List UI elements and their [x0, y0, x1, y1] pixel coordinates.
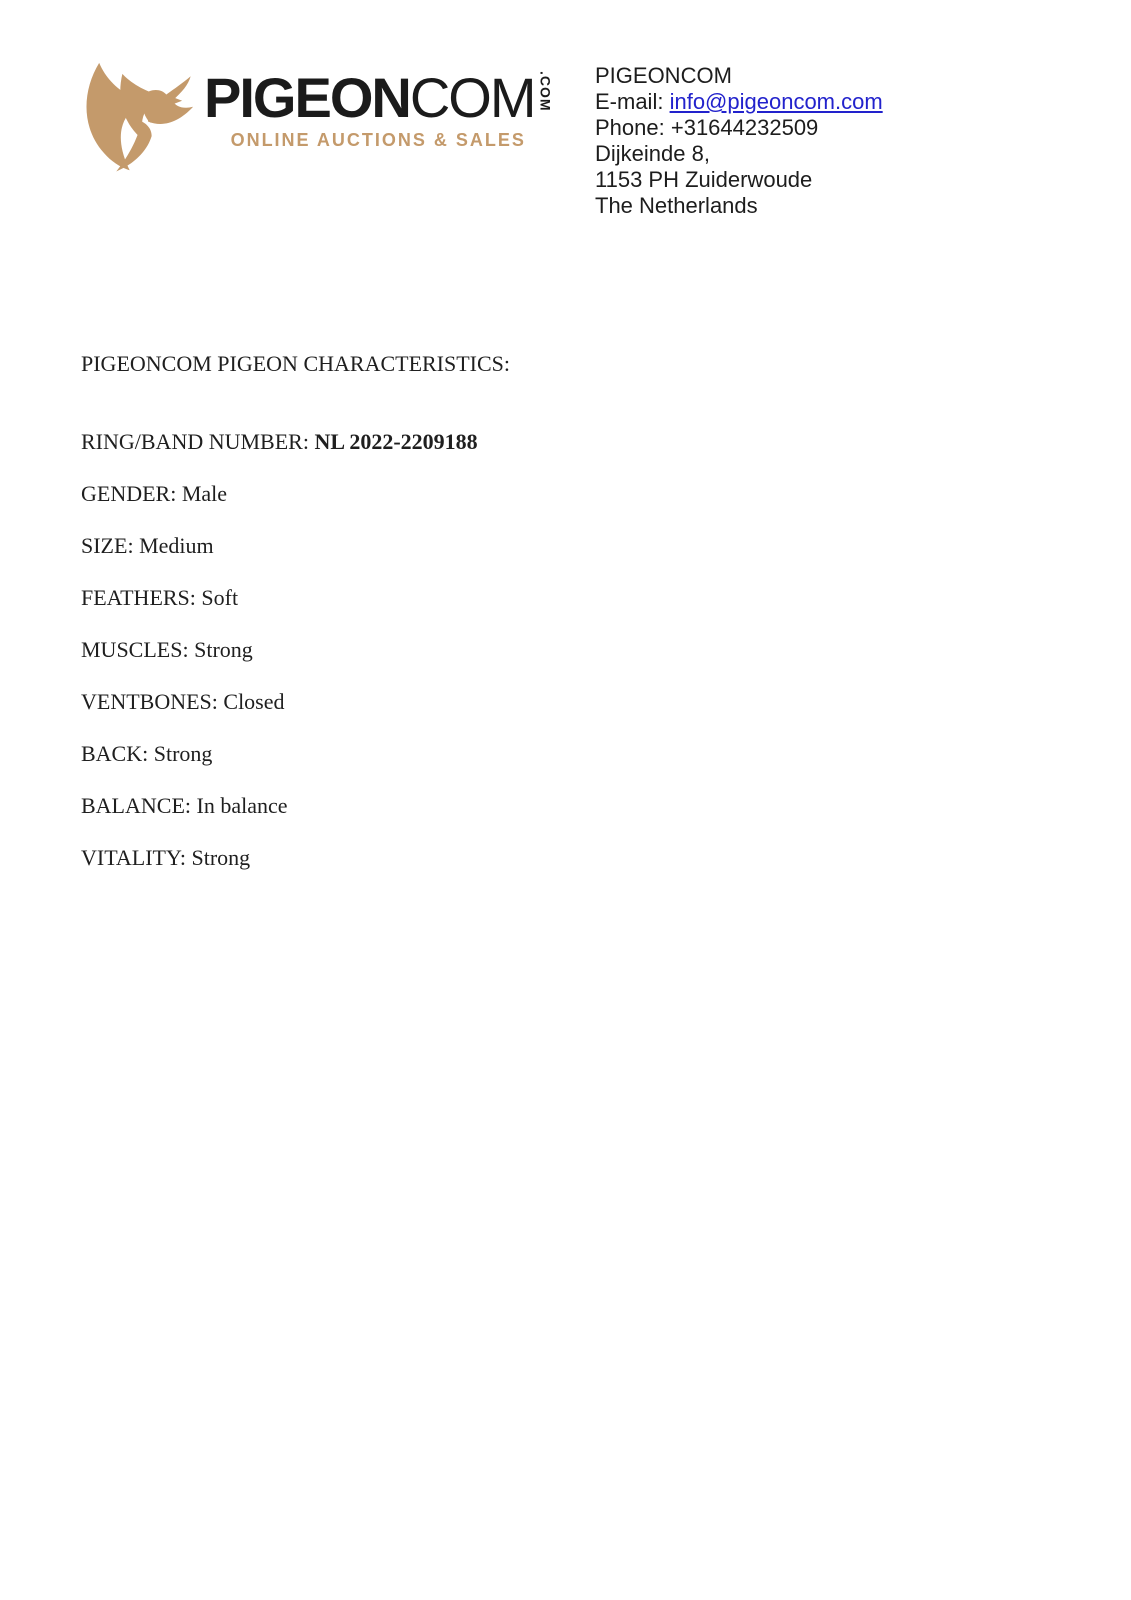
characteristic-value: Strong	[191, 845, 251, 870]
characteristic-row	[81, 430, 510, 454]
characteristic-label: BACK:	[81, 741, 149, 766]
characteristic-row	[81, 794, 510, 818]
address-line-3: The Netherlands	[595, 193, 758, 218]
characteristic-value: Strong	[153, 741, 213, 766]
logo-wordmark-bold: PIGEON	[204, 66, 410, 129]
email-line	[595, 89, 883, 115]
logo-wordmark	[204, 66, 554, 129]
characteristic-label: RING/BAND NUMBER:	[81, 429, 309, 454]
characteristic-value: Closed	[223, 689, 285, 714]
characteristic-row	[81, 742, 510, 766]
address-line-2: 1153 PH Zuiderwoude	[595, 167, 813, 192]
characteristics-section	[81, 352, 510, 898]
logo-wordmark-tld: .COM	[537, 71, 554, 112]
phone-label: Phone:	[595, 115, 665, 140]
logo-text	[204, 66, 554, 151]
email-label: E-mail:	[595, 89, 664, 114]
characteristic-value: Medium	[139, 533, 214, 558]
characteristic-value: Strong	[194, 637, 253, 662]
characteristic-value: Male	[181, 481, 228, 506]
characteristic-row	[81, 846, 510, 870]
characteristic-row	[81, 586, 510, 610]
email-link[interactable]: info@pigeoncom.com	[669, 89, 883, 114]
characteristic-label: VITALITY:	[81, 845, 186, 870]
characteristic-row	[81, 690, 510, 714]
pigeon-bird-icon	[76, 56, 198, 182]
company-name: PIGEONCOM	[595, 63, 732, 88]
logo-tagline: ONLINE AUCTIONS & SALES	[230, 130, 526, 150]
contact-block	[595, 63, 883, 219]
characteristic-row	[81, 482, 510, 506]
logo-wordmark-light: COM	[409, 66, 535, 129]
phone-number: +31644232509	[670, 115, 819, 140]
characteristic-label: GENDER:	[81, 481, 177, 506]
characteristic-label: FEATHERS:	[81, 585, 196, 610]
characteristic-row	[81, 534, 510, 558]
pigeoncom-logo	[76, 56, 552, 182]
characteristic-value: Soft	[201, 585, 239, 610]
characteristics-heading: PIGEONCOM PIGEON CHARACTERISTICS:	[81, 351, 511, 376]
phone-line	[595, 115, 883, 141]
characteristics-list	[81, 430, 510, 870]
characteristic-value: NL 2022-2209188	[314, 429, 478, 454]
characteristic-label: BALANCE:	[81, 793, 191, 818]
characteristic-label: MUSCLES:	[81, 637, 189, 662]
address-line-1: Dijkeinde 8,	[595, 141, 710, 166]
characteristic-value: In balance	[196, 793, 288, 818]
characteristic-label: SIZE:	[81, 533, 134, 558]
characteristic-row	[81, 638, 510, 662]
characteristic-label: VENTBONES:	[81, 689, 218, 714]
